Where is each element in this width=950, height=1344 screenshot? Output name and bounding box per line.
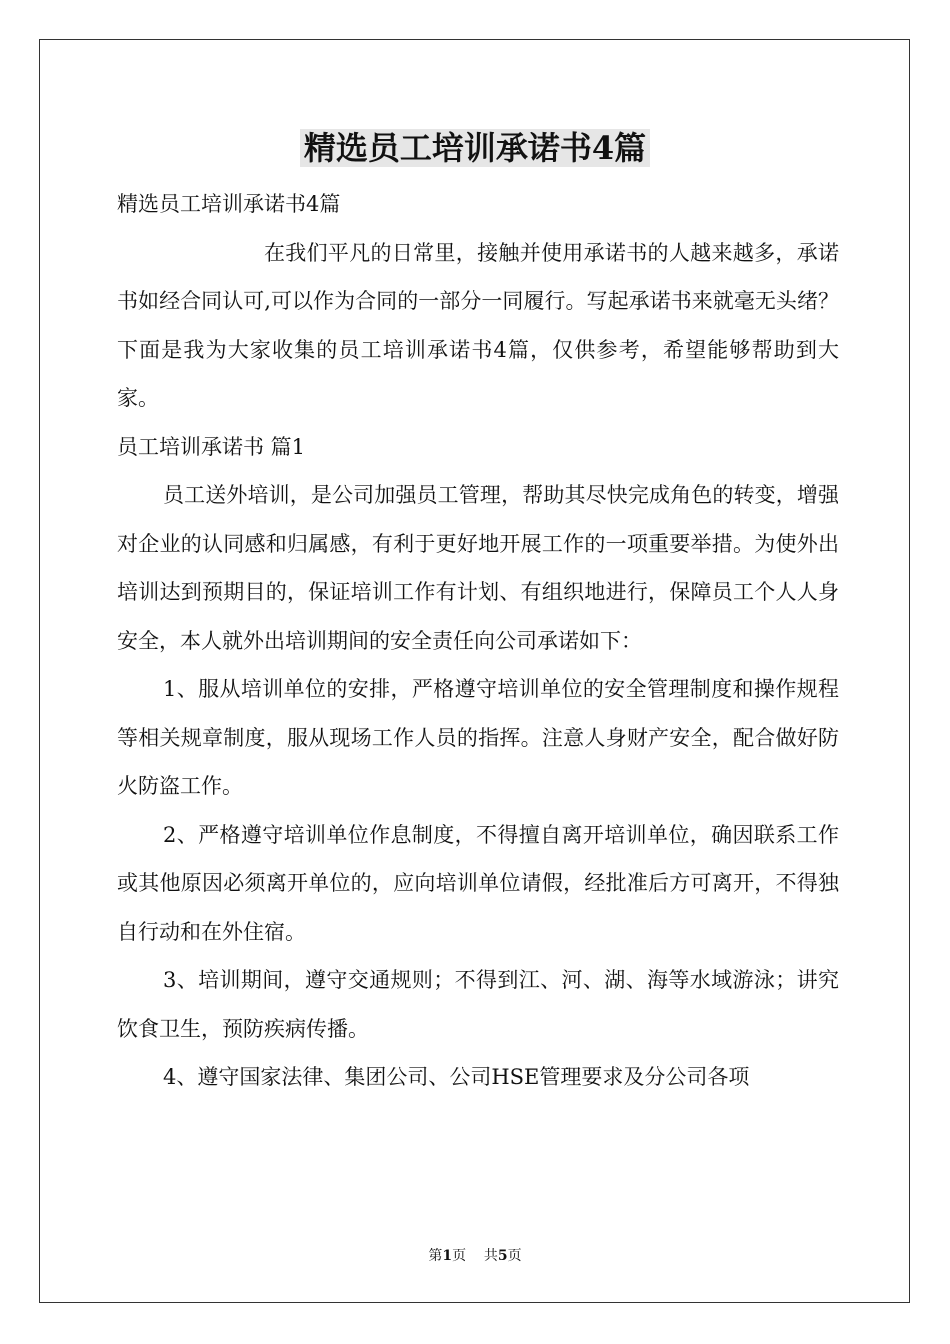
section-heading: 员工培训承诺书 篇1 — [117, 434, 306, 459]
footer-page-suffix: 页 — [452, 1248, 467, 1264]
body-paragraph: 员工送外培训，是公司加强员工管理，帮助其尽快完成角色的转变，增强对企业的认同感和归属感，有利于更好地开展工作的一项重要举措。为使外出培训达到预期目的，保证培训工作有计划、有组织地进行，保障员工个人人身安全，本人就外出培训期间的安全责任向公司承诺如下： — [117, 483, 839, 653]
intro-paragraph: 在我们平凡的日常里，接触并使用承诺书的人越来越多，承诺书如经合同认可,可以作为合同的一部分一同履行。写起承诺书来就毫无头绪？下面是我为大家收集的员工培训承诺书4篇，仅供参考，希望能够帮助到大家。 — [117, 240, 839, 410]
document-body — [117, 180, 839, 1102]
body-paragraph: 1、服从培训单位的安排，严格遵守培训单位的安全管理制度和操作规程等相关规章制度，服从现场工作人员的指挥。注意人身财产安全，配合做好防火防盗工作。 — [117, 677, 839, 798]
body-paragraph: 2、严格遵守培训单位作息制度，不得擅自离开培训单位，确因联系工作或其他原因必须离开单位的，应向培训单位请假，经批准后方可离开，不得独自行动和在外住宿。 — [117, 822, 839, 944]
document-subtitle: 精选员工培训承诺书4篇 — [117, 192, 341, 216]
footer-page-number: 1 — [442, 1248, 453, 1264]
document-title-text: 精选员工培训承诺书4篇 — [300, 129, 650, 167]
footer-total-pages: 5 — [497, 1248, 508, 1264]
body-paragraph: 4、遵守国家法律、集团公司、公司HSE管理要求及分公司各项 — [163, 1065, 750, 1089]
page-footer — [0, 1245, 950, 1265]
footer-total-prefix: 共 — [483, 1248, 498, 1264]
document-title — [0, 124, 950, 172]
body-paragraph: 3、培训期间，遵守交通规则；不得到江、河、湖、海等水域游泳；讲究饮食卫生，预防疾病传播。 — [117, 968, 839, 1041]
footer-total-suffix: 页 — [507, 1248, 522, 1264]
footer-page-prefix: 第 — [428, 1248, 443, 1264]
